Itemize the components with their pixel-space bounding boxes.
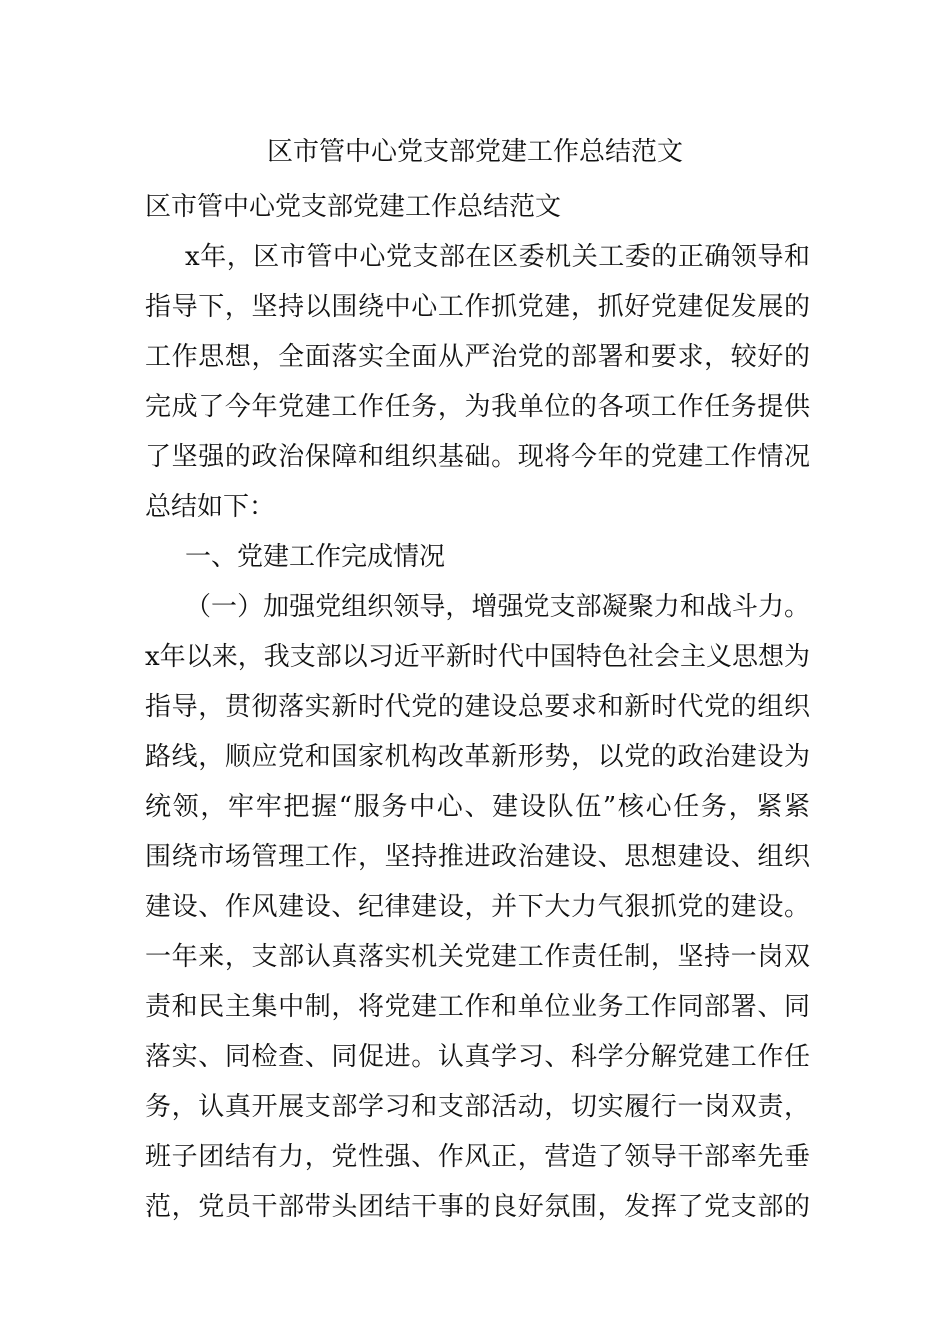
body-line: 指导，贯彻落实新时代党的建设总要求和新时代党的组织 — [145, 692, 810, 722]
body-line: 指导下，坚持以围绕中心工作抓党建，抓好党建促发展的 — [145, 292, 810, 322]
subsection-heading: （一）加强党组织领导，增强党支部凝聚力和战斗力。 — [185, 592, 810, 622]
body-line: 班子团结有力，党性强、作风正，营造了领导干部率先垂 — [145, 1142, 810, 1172]
body-line: 务，认真开展支部学习和支部活动，切实履行一岗双责， — [145, 1092, 810, 1122]
body-line: 了坚强的政治保障和组织基础。现将今年的党建工作情况 — [145, 442, 810, 472]
body-line: 一年来，支部认真落实机关党建工作责任制，坚持一岗双 — [145, 942, 810, 972]
body-line: 责和民主集中制，将党建工作和单位业务工作同部署、同 — [145, 992, 810, 1022]
body-line: 范，党员干部带头团结干事的良好氛围，发挥了党支部的 — [145, 1192, 810, 1222]
body-line: 落实、同检查、同促进。认真学习、科学分解党建工作任 — [145, 1042, 810, 1072]
body-line: 工作思想，全面落实全面从严治党的部署和要求，较好的 — [145, 342, 810, 372]
body-line: x年，区市管中心党支部在区委机关工委的正确领导和 — [185, 242, 810, 272]
document-title: 区市管中心党支部党建工作总结范文 — [266, 137, 683, 167]
section-heading: 一、党建工作完成情况 — [185, 542, 446, 572]
body-line: 建设、作风建设、纪律建设，并下大力气狠抓党的建设。 — [145, 892, 810, 922]
body-line: 围绕市场管理工作，坚持推进政治建设、思想建设、组织 — [145, 842, 810, 872]
body-line: 路线，顺应党和国家机构改革新形势，以党的政治建设为 — [145, 742, 810, 772]
body-line: 完成了今年党建工作任务，为我单位的各项工作任务提供 — [145, 392, 810, 422]
body-line: 统领，牢牢把握“服务中心、建设队伍”核心任务，紧紧 — [145, 792, 810, 822]
body-line: x年以来，我支部以习近平新时代中国特色社会主义思想为 — [145, 642, 810, 672]
body-line-subtitle: 区市管中心党支部党建工作总结范文 — [145, 192, 562, 222]
document-body — [145, 182, 810, 1232]
body-line: 总结如下： — [145, 492, 276, 522]
